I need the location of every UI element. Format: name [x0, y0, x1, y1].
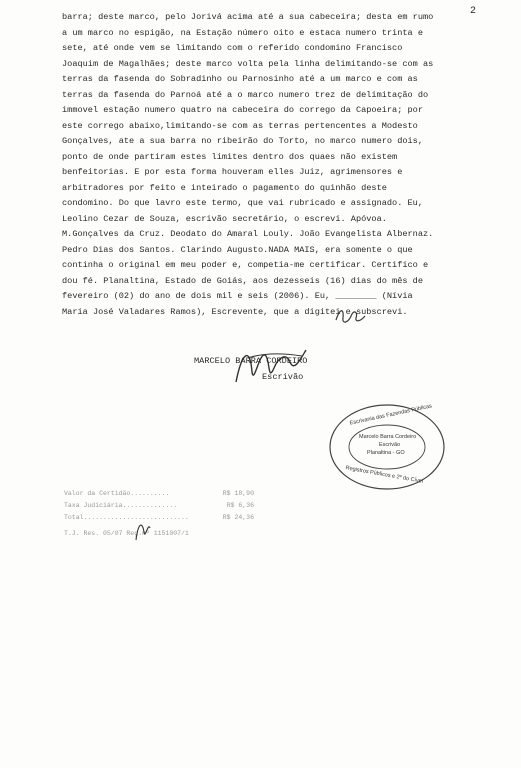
- signatory-role: Escrivão: [262, 372, 304, 382]
- body-line: condomino. Do que lavro este termo, que vai rubricado e assignado. Eu,: [62, 198, 423, 208]
- handwritten-signature: [230, 342, 310, 392]
- rubric-initial-mark: [334, 306, 368, 328]
- body-line: Joaquim de Magalhães; deste marco volta pela linha delimitando-se com as: [62, 58, 434, 69]
- body-line: dou fé. Planaltina, Estado de Goiás, aos dezesseis (16) dias do mês de: [62, 275, 423, 286]
- body-line: continha o original em meu poder e, competia-me certificar. Certifico e: [62, 260, 429, 270]
- stamp-center-city: Planaltina - GO: [367, 450, 405, 456]
- body-line: terras da fasenda do Sobradinho ou Parnosinho até a um marco e com as: [62, 74, 418, 84]
- stamp-outer-bottom: Registros Públicos e 2º do Cível: [345, 465, 424, 485]
- fee-rubric-mark: [132, 518, 154, 544]
- body-line: sete, até onde vem se limitando com o referido condomino Francisco: [62, 43, 403, 53]
- stamp-center-name: Marcelo Barra Cordeiro: [359, 434, 417, 440]
- body-line: M.Gonçalves da Cruz. Deodato do Amaral Louly. João Evangelista Albernaz.: [62, 229, 434, 239]
- fee-value: R$ 6,36: [226, 502, 254, 509]
- page-number: 2: [470, 6, 477, 17]
- fee-row: [64, 500, 254, 512]
- fee-footer: T.J. Res. 05/07 Reg.nº 1151007/1: [64, 530, 189, 537]
- body-line: a um marco no espigão, na Estação número oito e estaca numero trinta e: [62, 27, 423, 38]
- fee-row: [64, 488, 254, 500]
- document-body: [62, 10, 477, 320]
- signature-block: [190, 348, 380, 408]
- body-line: Leolino Cezar de Souza, escrivão secretário, o escrevi. Apóvoa.: [62, 213, 387, 224]
- body-line: Maria José Valadares Ramos), Escrevente, que a digitei e subscrevi.: [62, 306, 408, 317]
- body-line: benfeitorias. E por esta forma houveram elles Juiz, agrimensores e: [62, 167, 403, 177]
- body-line: immovel estação numero quatro na cabeceira do corrego da Capoeira; por: [62, 105, 423, 115]
- fee-row: [64, 512, 254, 524]
- body-line: barra; deste marco, pelo Jorivá acima até a sua cabeceira; desta em rumo: [62, 12, 434, 22]
- body-line: este corrego abaixo,limitando-se com as terras pertencentes a Modesto: [62, 120, 418, 131]
- body-line: arbitradores por feito e inteirado o pagamento do quinhão deste: [62, 182, 387, 193]
- body-line: Gonçalves, ate a sua barra no ribeirão do Torto, no marco numero dois,: [62, 136, 423, 146]
- notary-stamp: [327, 402, 447, 492]
- stamp-outer-top: Escrivania das Fazendas Públicas: [349, 403, 433, 427]
- body-line: fevereiro (02) do ano de dois mil e seis (2006). Eu, ________ (Nívia: [62, 291, 413, 301]
- signatory-name: MARCELO BARRA CORDEIRO: [194, 356, 308, 366]
- fee-value: R$ 18,90: [222, 490, 254, 497]
- body-line: terras da fasenda do Parnoá até a o marco numero trez de delimitação do: [62, 89, 429, 100]
- fee-value: R$ 24,36: [222, 514, 254, 521]
- body-line: Pedro Dias dos Santos. Clarindo Augusto.NADA MAIS, era somente o que: [62, 244, 413, 255]
- stamp-center-role: Escrivão: [379, 442, 401, 448]
- fee-label: Taxa Judiciária..............: [64, 502, 178, 509]
- fee-table: [64, 488, 254, 540]
- fee-label: Valor da Certidão..........: [64, 490, 170, 497]
- body-line: ponto de onde partiram estes limites dentro dos quaes não existem: [62, 151, 398, 162]
- fee-label: Total...........................: [64, 514, 189, 521]
